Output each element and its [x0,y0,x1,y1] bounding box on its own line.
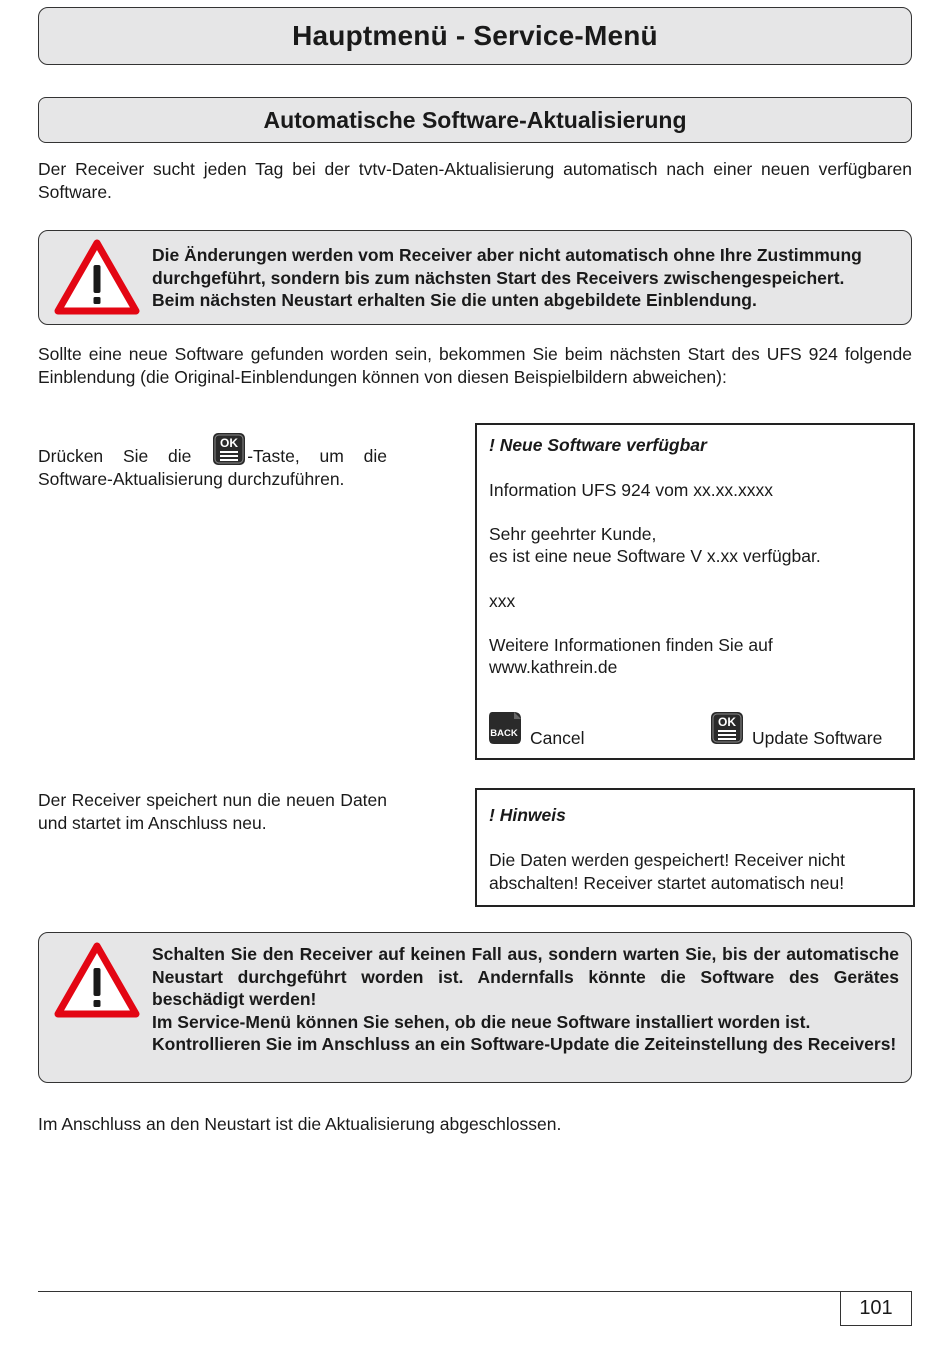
instruction-text-a: Drücken Sie die [38,446,212,466]
screen-info: Information UFS 924 vom xx.xx.xxxx [489,480,773,500]
intro-paragraph: Der Receiver sucht jeden Tag bei der tvtv-Daten-Aktualisierung automatisch nach einer neuen verfügbaren Software. [38,159,912,202]
section-title: Automatische Software-Aktualisierung [38,97,912,143]
ok-key-label: OK [718,715,736,729]
screen-more-info: Weitere Informationen finden Sie auf [489,635,773,655]
instruction-text-b: -Taste, um die Software-Aktualisierung durchzuführen. [38,446,387,489]
back-key-icon [488,711,522,745]
warning-box-2 [38,932,912,1083]
warning-line: Kontrollieren Sie im Anschluss an ein Software-Update die Zeiteinstellung des Receivers! [152,1034,897,1054]
screen-header: ! Hinweis [489,805,566,825]
instruction-ok [38,432,387,490]
warning-line: Die Änderungen werden vom Receiver aber nicht automatisch ohne Ihre Zustimmung [152,245,862,265]
screen-new-software [475,423,915,760]
description-paragraph: Sollte eine neue Software gefunden worden sein, bekommen Sie beim nächsten Start des UFS 924 folgende Einblendung (die Original-Einblendungen können von diesen Beispielbildern abweichen): [38,344,912,387]
ok-key-label: OK [220,436,239,450]
warning-text-1 [152,244,899,312]
screen-message: es ist eine neue Software V x.xx verfügbar. [489,546,821,566]
instruction-restart: Der Receiver speichert nun die neuen Daten und startet im Anschluss neu. [38,790,387,833]
warning-line: Schalten Sie den Receiver auf keinen Fall aus, sondern warten Sie, bis der automatische Neustart durchgeführt worden ist. Andernfalls könnte die Software des Gerätes beschädigt werden! [152,944,899,1009]
page-number: 101 [840,1291,912,1326]
ok-key-icon [710,711,744,745]
footer-divider [38,1291,912,1292]
warning-box-1 [38,230,912,325]
warning-triangle-icon [54,942,140,1018]
page-title: Hauptmenü - Service-Menü [38,7,912,65]
closing-paragraph: Im Anschluss an den Neustart ist die Aktualisierung abgeschlossen. [38,1114,562,1134]
screen-greeting: Sehr geehrter Kunde, [489,524,657,544]
screen-hinweis [475,788,915,907]
cancel-label: Cancel [530,728,585,748]
warning-triangle-icon [54,239,140,315]
screen-message: Die Daten werden gespeichert! Receiver nicht abschalten! Receiver startet automatisch neu! [489,850,846,893]
warning-text-2 [152,943,899,1056]
ok-key-icon [212,432,246,466]
warning-line: Im Service-Menü können Sie sehen, ob die neue Software installiert worden ist. [152,1011,811,1032]
screen-placeholder: xxx [489,591,516,611]
screen-header: ! Neue Software verfügbar [489,435,707,455]
back-key-label: BACK [490,728,518,739]
screen-url: www.kathrein.de [489,657,618,677]
update-software-label: Update Software [752,728,883,748]
warning-line: Beim nächsten Neustart erhalten Sie die unten abgebildete Einblendung. [152,290,757,310]
warning-line: durchgeführt, sondern bis zum nächsten Start des Receivers zwischengespeichert. [152,267,845,288]
